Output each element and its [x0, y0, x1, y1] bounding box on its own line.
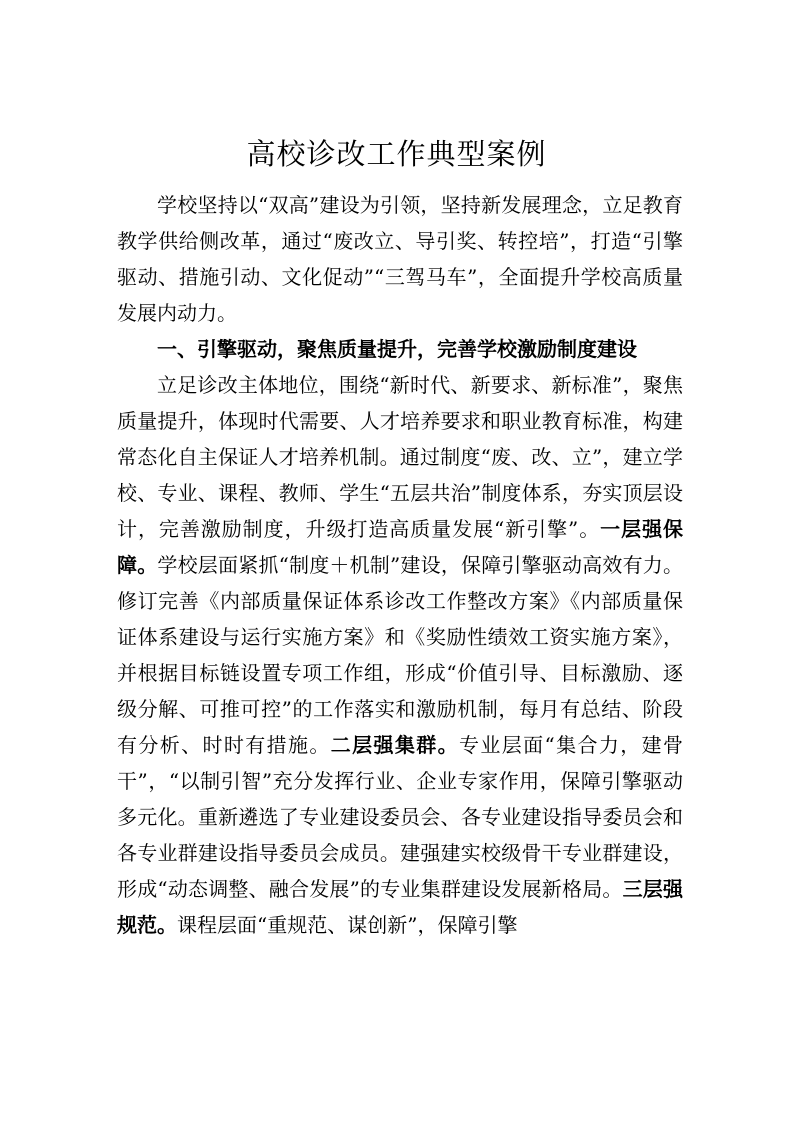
layer-3-label: 三层强规范。 — [117, 877, 684, 937]
document-body — [117, 187, 683, 943]
section-1-paragraph — [117, 367, 683, 943]
section-1-text-b: 学校层面紧抓“制度＋机制”建设，保障引擎驱动高效有力。修订完善《内部质量保证体系诊改工作整改方案》《内部质量保证体系建设与运行实施方案》和《奖励性绩效工资实施方案》，并根据目标链设置专项工作组，形成“价值引导、目标激励、逐级分解、可推可控”的工作落实和激励机制，每月有总结、阶段有分析、时时有措施。 — [117, 553, 684, 757]
intro-paragraph: 学校坚持以“双高”建设为引领，坚持新发展理念，立足教育教学供给侧改革，通过“废改立、导引奖、转控培”，打造“引擎驱动、措施引动、文化促动”“三驾马车”，全面提升学校高质量发展内动力。 — [117, 193, 683, 325]
section-1-text-a: 立足诊改主体地位，围绕“新时代、新要求、新标准”，聚焦质量提升，体现时代需要、人才培养要求和职业教育标准，构建常态化自主保证人才培养机制。通过制度“废、改、立”，建立学校、专业、课程、教师、学生“五层共治”制度体系，夯实顶层设计，完善激励制度，升级打造高质量发展“新引擎”。 — [117, 373, 683, 541]
section-1-text-c: 专业层面“集合力，建骨干”，“以制引智”充分发挥行业、企业专家作用，保障引擎驱动多元化。重新遴选了专业建设委员会、各专业建设指导委员会和各专业群建设指导委员会成员。建强建实校级骨干专业群建设，形成“动态调整、融合发展”的专业集群建设发展新格局。 — [117, 733, 684, 901]
layer-1-label: 一层强保障。 — [117, 517, 684, 577]
section-1-text-d: 课程层面“重规范、谋创新”，保障引擎 — [177, 913, 518, 937]
layer-2-label: 二层强集群。 — [330, 733, 460, 757]
document-title: 高校诊改工作典型案例 — [246, 137, 547, 171]
section-1-heading: 一、引擎驱动，聚焦质量提升，完善学校激励制度建设 — [157, 337, 637, 361]
